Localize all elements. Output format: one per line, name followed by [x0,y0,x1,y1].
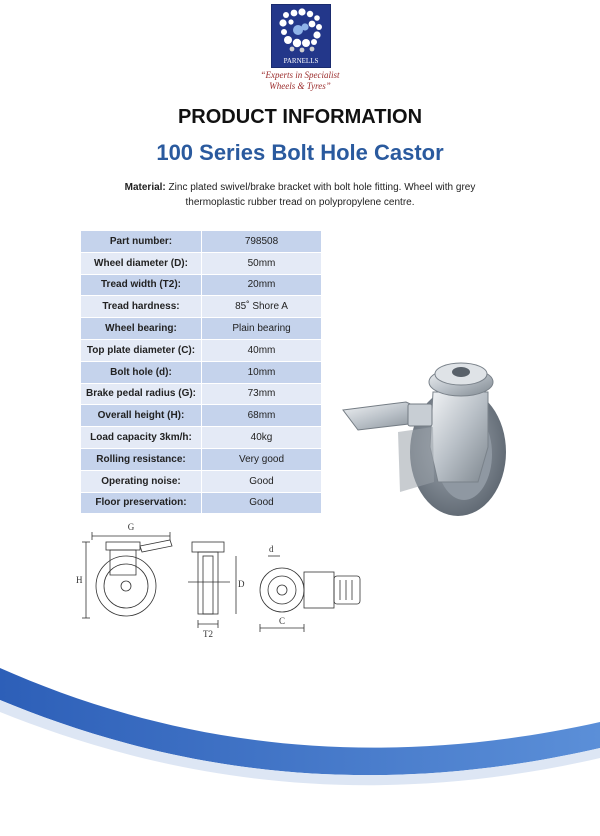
table-row [81,405,322,427]
dim-label-d-wheel: D [238,579,245,589]
spec-value: Good [202,470,322,492]
material-label: Material: [124,182,166,193]
spec-label: Load capacity 3km/h: [81,427,202,449]
spec-value: 40mm [202,339,322,361]
table-row [81,274,322,296]
spec-value: 10mm [202,361,322,383]
table-row [81,470,322,492]
product-title: 100 Series Bolt Hole Castor [156,140,444,165]
tagline-line-2: Wheels & Tyres” [269,81,331,91]
tagline [200,70,400,92]
table-row [81,361,322,383]
spec-label: Brake pedal radius (G): [81,383,202,405]
dim-label-d-bolt: d [269,544,274,554]
spec-label: Floor preservation: [81,492,202,514]
logo-wordmark: PARNELLS [283,57,319,65]
spec-value: 85˚ Shore A [202,296,322,318]
spec-value: Good [202,492,322,514]
table-row [81,339,322,361]
material-description [100,180,500,210]
dim-label-c: C [278,616,286,626]
table-row [81,318,322,340]
parnells-logo [271,4,331,68]
spec-value: Very good [202,448,322,470]
spec-value: 20mm [202,274,322,296]
page-heading: PRODUCT INFORMATION [177,106,423,128]
spec-label: Part number: [81,231,202,253]
table-row [81,296,322,318]
table-row [81,383,322,405]
spec-value: 50mm [202,252,322,274]
spec-label: Tread hardness: [81,296,202,318]
castor-photo [338,352,538,522]
spec-label: Operating noise: [81,470,202,492]
logo-dots-icon [272,5,330,67]
table-row [81,252,322,274]
spec-value: Plain bearing [202,318,322,340]
table-row [81,427,322,449]
spec-label: Tread width (T2): [81,274,202,296]
spec-value: 68mm [202,405,322,427]
spec-label: Overall height (H): [81,405,202,427]
spec-label: Wheel bearing: [81,318,202,340]
decorative-wave [0,630,600,836]
spec-label: Wheel diameter (D): [81,252,202,274]
spec-label: Top plate diameter (C): [81,339,202,361]
table-row [81,492,322,514]
material-text: Zinc plated swivel/brake bracket with bolt hole fitting. Wheel with grey thermoplastic rubber tread on polypropylene centre. [168,182,476,208]
spec-value: 73mm [202,383,322,405]
table-row [81,231,322,253]
tagline-line-1: “Experts in Specialist [260,70,340,80]
dim-label-t2: T2 [203,629,213,639]
spec-value: 40kg [202,427,322,449]
spec-value: 798508 [202,231,322,253]
technical-drawings [70,520,400,640]
spec-label: Rolling resistance: [81,448,202,470]
dim-label-h: H [76,575,83,585]
dim-label-g: G [127,522,135,532]
spec-label: Bolt hole (d): [81,361,202,383]
table-row [81,448,322,470]
spec-table [80,230,322,514]
